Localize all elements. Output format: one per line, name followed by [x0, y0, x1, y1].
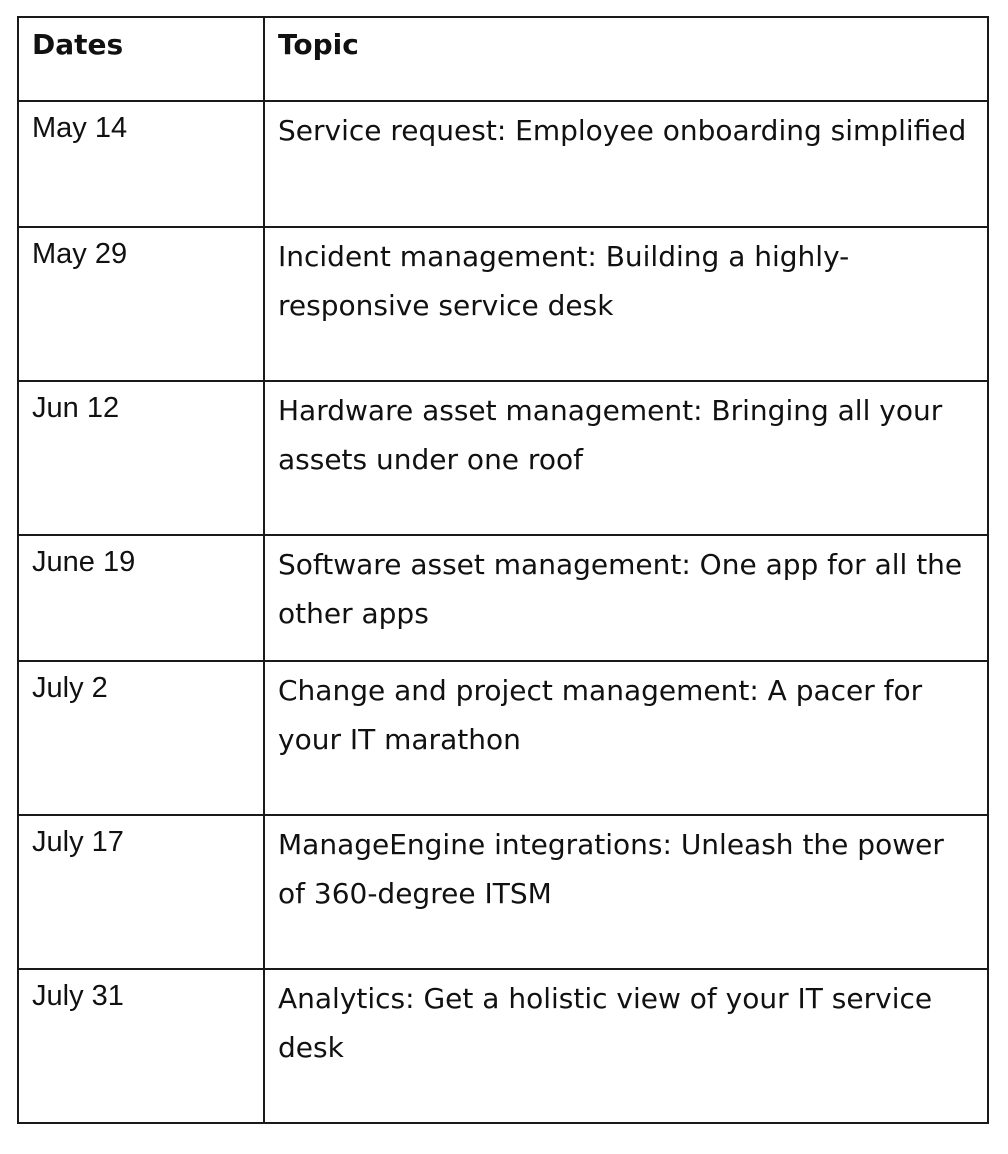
table-row [18, 227, 988, 381]
webinar-schedule-table [17, 16, 989, 1124]
topic-cell: Software asset management: One app for all the other apps [264, 535, 988, 661]
topic-cell: Change and project management: A pacer for your IT marathon [264, 661, 988, 815]
table-row [18, 381, 988, 535]
topic-cell: Service request: Employee onboarding simplified [264, 101, 988, 227]
topic-cell: ManageEngine integrations: Unleash the power of 360-degree ITSM [264, 815, 988, 969]
table-row [18, 969, 988, 1123]
table-body [18, 101, 988, 1123]
topic-cell: Hardware asset management: Bringing all your assets under one roof [264, 381, 988, 535]
table-row [18, 535, 988, 661]
topic-cell: Incident management: Building a highly-responsive service desk [264, 227, 988, 381]
topic-cell: Analytics: Get a holistic view of your IT service desk [264, 969, 988, 1123]
date-cell: July 2 [18, 661, 264, 815]
table-header [18, 17, 988, 101]
table-row [18, 815, 988, 969]
table-row [18, 101, 988, 227]
date-cell: June 19 [18, 535, 264, 661]
date-cell: July 31 [18, 969, 264, 1123]
date-cell: Jun 12 [18, 381, 264, 535]
date-cell: May 14 [18, 101, 264, 227]
table-row [18, 661, 988, 815]
date-cell: May 29 [18, 227, 264, 381]
header-row [18, 17, 988, 101]
dates-column-header: Dates [18, 17, 264, 101]
topic-column-header: Topic [264, 17, 988, 101]
date-cell: July 17 [18, 815, 264, 969]
